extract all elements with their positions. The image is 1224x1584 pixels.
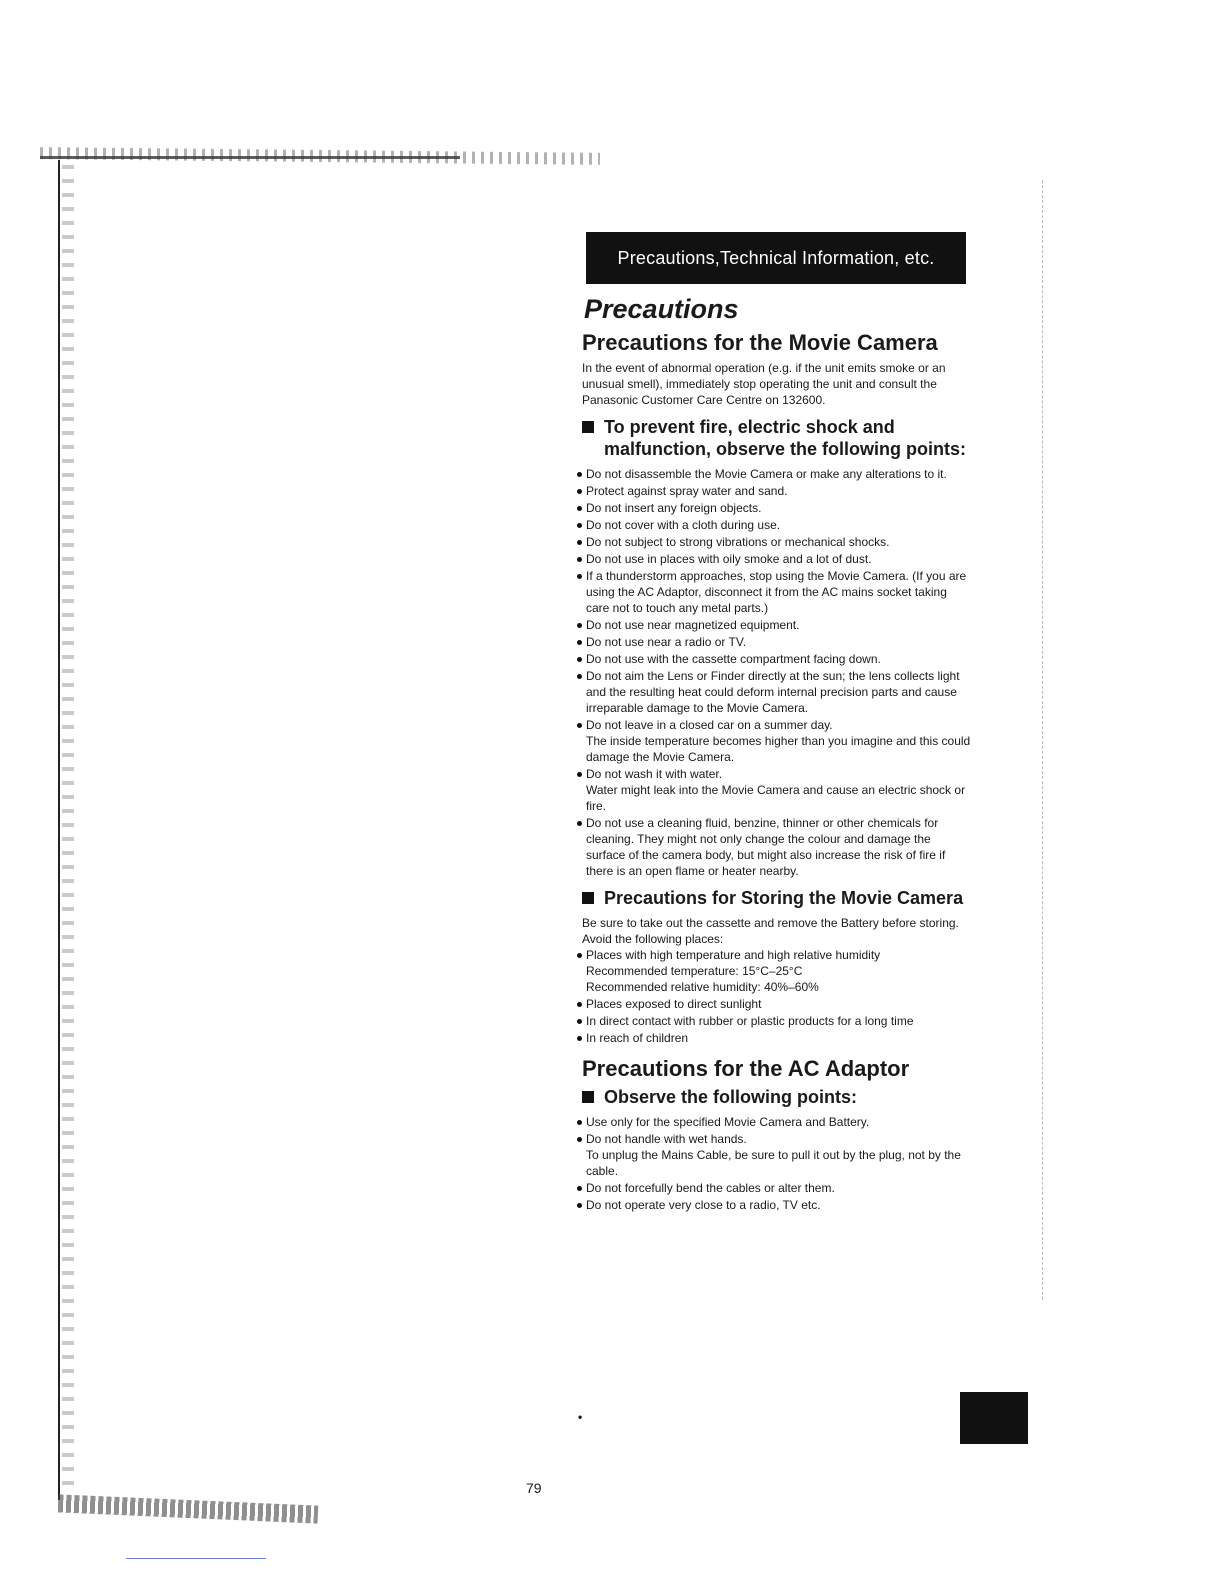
- list-item-text: Do not cover with a cloth during use.: [586, 518, 781, 532]
- scan-artifact-mark: •: [578, 1410, 583, 1424]
- list-item: [576, 551, 972, 567]
- page-left-border: [58, 160, 60, 1500]
- ac-adaptor-heading: Precautions for the AC Adaptor: [582, 1056, 910, 1081]
- prevent-fire-heading: [582, 416, 972, 460]
- list-item-detail: The inside temperature becomes higher than you imagine and this could damage the Movie Camera.: [586, 734, 971, 764]
- square-bullet-icon: [582, 1091, 594, 1103]
- square-bullet-icon: [582, 421, 594, 433]
- list-item: [576, 534, 972, 550]
- list-item-text: Protect against spray water and sand.: [586, 484, 788, 498]
- list-item-text: In direct contact with rubber or plastic products for a long time: [586, 1014, 914, 1028]
- storing-heading-text: Precautions for Storing the Movie Camera: [604, 888, 964, 908]
- ac-adaptor-list: [576, 1114, 972, 1213]
- list-item-text: Do not aim the Lens or Finder directly at the sun; the lens collects light and the resulting heat could deform internal precision parts and cause irreparable damage to the Movie Camera.: [586, 669, 960, 715]
- list-item: [576, 1131, 972, 1179]
- list-item: [576, 483, 972, 499]
- list-item: [576, 996, 972, 1012]
- list-item: [576, 766, 972, 814]
- list-item-detail: Water might leak into the Movie Camera and cause an electric shock or fire.: [586, 783, 966, 813]
- list-item: [576, 815, 972, 879]
- list-item-text: Do not leave in a closed car on a summer day.: [586, 718, 833, 732]
- list-item-text: Do not forcefully bend the cables or alter them.: [586, 1181, 835, 1195]
- square-bullet-icon: [582, 892, 594, 904]
- list-item: [576, 517, 972, 533]
- storing-avoid-text: Avoid the following places:: [582, 932, 724, 946]
- list-item: [576, 1197, 972, 1213]
- list-item: [576, 568, 972, 616]
- list-item-text: Places exposed to direct sunlight: [586, 997, 762, 1011]
- scan-artifact-left: [62, 165, 74, 1485]
- list-item: [576, 717, 972, 765]
- list-item-text: Do not subject to strong vibrations or mechanical shocks.: [586, 535, 890, 549]
- list-item: [576, 947, 972, 995]
- list-item-text: Do not use in places with oily smoke and a lot of dust.: [586, 552, 872, 566]
- storing-intro: Be sure to take out the cassette and remove the Battery before storing.: [582, 916, 959, 930]
- movie-camera-heading: Precautions for the Movie Camera: [582, 330, 938, 355]
- list-item-text: Do not use with the cassette compartment facing down.: [586, 652, 881, 666]
- list-item-text: Do not use near a radio or TV.: [586, 635, 747, 649]
- scan-artifact-underline: [126, 1558, 266, 1559]
- recommended-humidity: Recommended relative humidity: 40%–60%: [586, 980, 819, 994]
- page-title: Precautions: [584, 294, 739, 324]
- section-banner: Precautions,Technical Information, etc.: [586, 232, 966, 284]
- list-item-text: Do not use a cleaning fluid, benzine, thinner or other chemicals for cleaning. They might not only change the colour and damage the surface of the camera body, but might also increase the risk of fire if there is an open flame or heater nearby.: [586, 816, 946, 878]
- page-corner-tab: [960, 1392, 1028, 1444]
- recommended-temperature: Recommended temperature: 15°C–25°C: [586, 964, 803, 978]
- page-number: 79: [526, 1480, 542, 1496]
- list-item: [576, 634, 972, 650]
- list-item: [576, 1180, 972, 1196]
- list-item-detail: To unplug the Mains Cable, be sure to pull it out by the plug, not by the cable.: [586, 1148, 961, 1178]
- list-item-text: Do not use near magnetized equipment.: [586, 618, 800, 632]
- list-item: [576, 1013, 972, 1029]
- observe-points-heading-text: Observe the following points:: [604, 1087, 858, 1107]
- list-item-text: If a thunderstorm approaches, stop using the Movie Camera. (If you are using the AC Adaptor, disconnect it from the AC mains socket taking care not to touch any metal parts.): [586, 569, 967, 615]
- list-item: [576, 651, 972, 667]
- list-item-text: In reach of children: [586, 1031, 689, 1045]
- list-item-text: Do not insert any foreign objects.: [586, 501, 762, 515]
- list-item-text: Do not handle with wet hands.: [586, 1132, 747, 1146]
- list-item: [576, 500, 972, 516]
- movie-camera-list: [576, 466, 972, 879]
- page-right-edge: [1042, 180, 1043, 1300]
- list-item-text: Use only for the specified Movie Camera and Battery.: [586, 1115, 870, 1129]
- list-item: [576, 617, 972, 633]
- prevent-fire-heading-text: To prevent fire, electric shock and malfunction, observe the following points:: [604, 417, 967, 459]
- list-item-text: Do not wash it with water.: [586, 767, 723, 781]
- list-item-text: Do not operate very close to a radio, TV etc.: [586, 1198, 821, 1212]
- scan-artifact-bottom: [58, 1494, 319, 1523]
- list-item-text: Places with high temperature and high relative humidity: [586, 948, 881, 962]
- page-content: [572, 232, 972, 1214]
- list-item: [576, 668, 972, 716]
- list-item: [576, 466, 972, 482]
- list-item: [576, 1114, 972, 1130]
- movie-camera-intro: In the event of abnormal operation (e.g. if the unit emits smoke or an unusual smell), immediately stop operating the unit and consult the Panasonic Customer Care Centre on 132600.: [582, 361, 946, 407]
- storing-list: [576, 947, 972, 1046]
- storing-heading: [582, 887, 972, 909]
- list-item-text: Do not disassemble the Movie Camera or make any alterations to it.: [586, 467, 947, 481]
- observe-points-heading: [582, 1086, 972, 1108]
- list-item: [576, 1030, 972, 1046]
- scan-artifact-top-line: [40, 156, 460, 159]
